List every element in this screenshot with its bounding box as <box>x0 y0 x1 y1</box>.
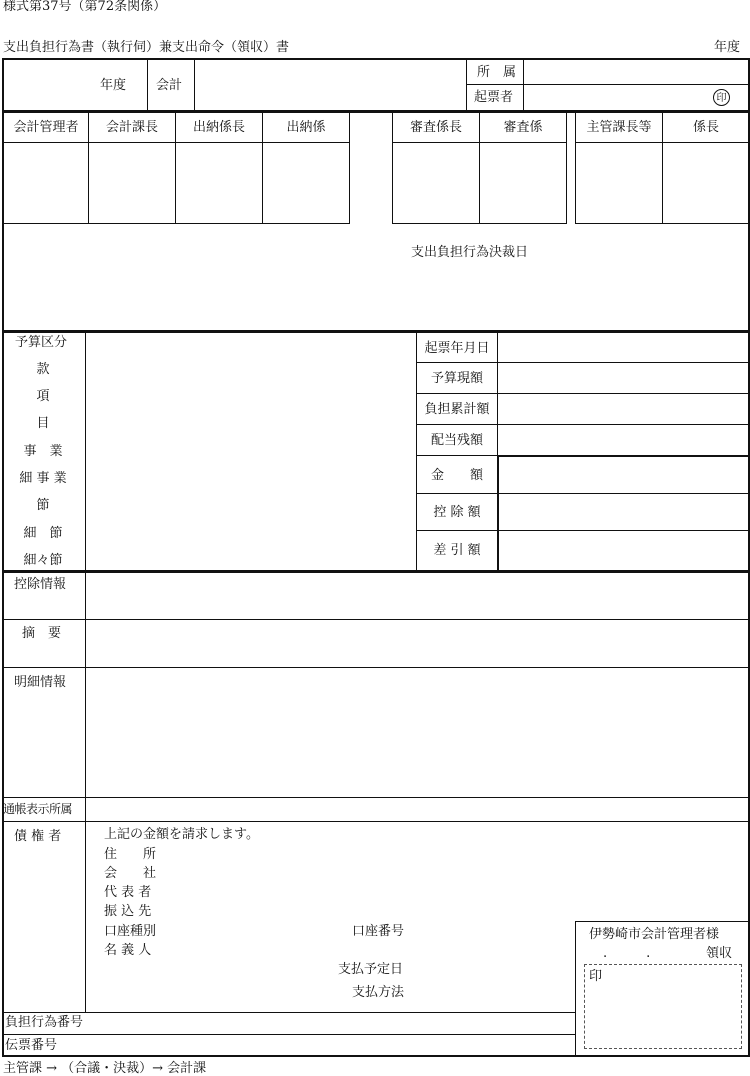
approval-seal-cell[interactable] <box>4 143 88 223</box>
budget-item-label: 細々節 <box>23 553 63 568</box>
fiscal-year-label: 年度 <box>714 40 741 55</box>
account-type-label: 口座種別 <box>104 924 157 939</box>
approval-seal-cell[interactable] <box>89 143 175 223</box>
allocation-balance-field[interactable] <box>498 425 749 455</box>
current-budget-field[interactable] <box>498 363 749 393</box>
accounting-label: 会計 <box>156 78 183 93</box>
approval-header: 審査係長 <box>409 120 462 135</box>
approval-seal-cell[interactable] <box>480 143 566 223</box>
creditor-label: 債 権 者 <box>14 829 62 844</box>
current-budget-label: 予算現額 <box>430 371 483 386</box>
voucher-number-field[interactable] <box>110 1035 574 1056</box>
routing-note: 主管課 → （合議・決裁）→ 会計課 <box>3 1061 207 1076</box>
approval-seal-cell[interactable] <box>663 143 749 223</box>
deduction-info-field[interactable] <box>86 572 749 619</box>
year-label: 年度 <box>100 78 127 93</box>
budget-item-label: 節 <box>36 498 50 513</box>
commitment-number-label: 負担行為番号 <box>5 1015 84 1030</box>
approval-header: 主管課長等 <box>586 120 652 135</box>
approval-header: 会計管理者 <box>13 120 79 135</box>
receipt-addressee: 伊勢崎市会計管理者様 <box>589 927 720 942</box>
drafter-label: 起票者 <box>474 90 514 105</box>
receipt-seal-area[interactable] <box>584 964 742 1049</box>
address-label: 住 所 <box>104 847 157 862</box>
commitment-number-field[interactable] <box>110 1013 574 1034</box>
voucher-number-label: 伝票番号 <box>5 1038 58 1053</box>
receipt-date: . . <box>603 946 651 961</box>
affiliation-field[interactable] <box>524 59 749 84</box>
account-number-label: 口座番号 <box>352 924 405 939</box>
drafted-date-field[interactable] <box>498 332 749 362</box>
approval-header: 出納係 <box>286 120 326 135</box>
payment-date-label: 支払予定日 <box>338 962 404 977</box>
request-text: 上記の金額を請求します。 <box>104 827 259 842</box>
amount-field[interactable] <box>500 457 748 493</box>
receipt-seal-label: 印 <box>589 969 603 984</box>
passbook-label: 通帳表示所属 <box>3 802 73 816</box>
detail-info-label: 明細情報 <box>14 675 67 690</box>
approval-header: 会計課長 <box>105 120 158 135</box>
affiliation-label: 所 属 <box>477 65 517 80</box>
summary-label: 摘 要 <box>22 626 62 641</box>
summary-field[interactable] <box>86 620 749 667</box>
approval-seal-cell[interactable] <box>263 143 349 223</box>
budget-item-label: 目 <box>36 416 50 431</box>
approval-header: 係長 <box>692 120 719 135</box>
cumulative-burden-label: 負担累計額 <box>424 402 490 417</box>
deduction-amount-label: 控 除 額 <box>433 505 481 520</box>
budget-detail-field[interactable] <box>86 332 416 571</box>
approval-seal-cell[interactable] <box>176 143 262 223</box>
approval-header: 審査係 <box>503 120 543 135</box>
transfer-label: 振 込 先 <box>104 904 152 919</box>
representative-label: 代 表 者 <box>104 885 152 900</box>
seal-circle-icon <box>713 89 730 106</box>
amount-label: 金 額 <box>430 468 483 483</box>
form-title: 支出負担行為書（執行伺）兼支出命令（領収）書 <box>3 40 290 55</box>
budget-item-label: 款 <box>36 362 50 377</box>
budget-item-label: 細 事 業 <box>19 471 67 486</box>
seal-mark: 印 <box>716 93 727 104</box>
holder-label: 名 義 人 <box>104 943 152 958</box>
net-amount-field[interactable] <box>500 531 748 570</box>
payment-method-label: 支払方法 <box>352 985 405 1000</box>
budget-item-label: 項 <box>36 389 50 404</box>
form-number: 様式第37号（第72条関係） <box>3 0 167 14</box>
deduction-info-label: 控除情報 <box>14 577 67 592</box>
budget-item-label: 事 業 <box>23 444 63 459</box>
cumulative-burden-field[interactable] <box>498 394 749 424</box>
budget-category-label: 予算区分 <box>15 335 68 350</box>
decision-date-field[interactable] <box>550 240 740 264</box>
deduction-amount-field[interactable] <box>500 494 748 530</box>
approval-header: 出納係長 <box>192 120 245 135</box>
net-amount-label: 差 引 額 <box>433 543 481 558</box>
decision-date-label: 支出負担行為決裁日 <box>411 245 529 260</box>
approval-seal-cell[interactable] <box>393 143 479 223</box>
detail-info-field[interactable] <box>86 668 749 797</box>
accounting-field[interactable] <box>194 59 466 111</box>
creditor-info-field[interactable] <box>180 846 570 922</box>
approval-seal-cell[interactable] <box>576 143 662 223</box>
drafted-date-label: 起票年月日 <box>424 341 490 356</box>
receipt-label: 領収 <box>706 946 733 961</box>
passbook-field[interactable] <box>86 798 749 821</box>
budget-item-label: 細 節 <box>23 526 63 541</box>
allocation-balance-label: 配当残額 <box>430 433 483 448</box>
company-label: 会 社 <box>104 866 157 881</box>
